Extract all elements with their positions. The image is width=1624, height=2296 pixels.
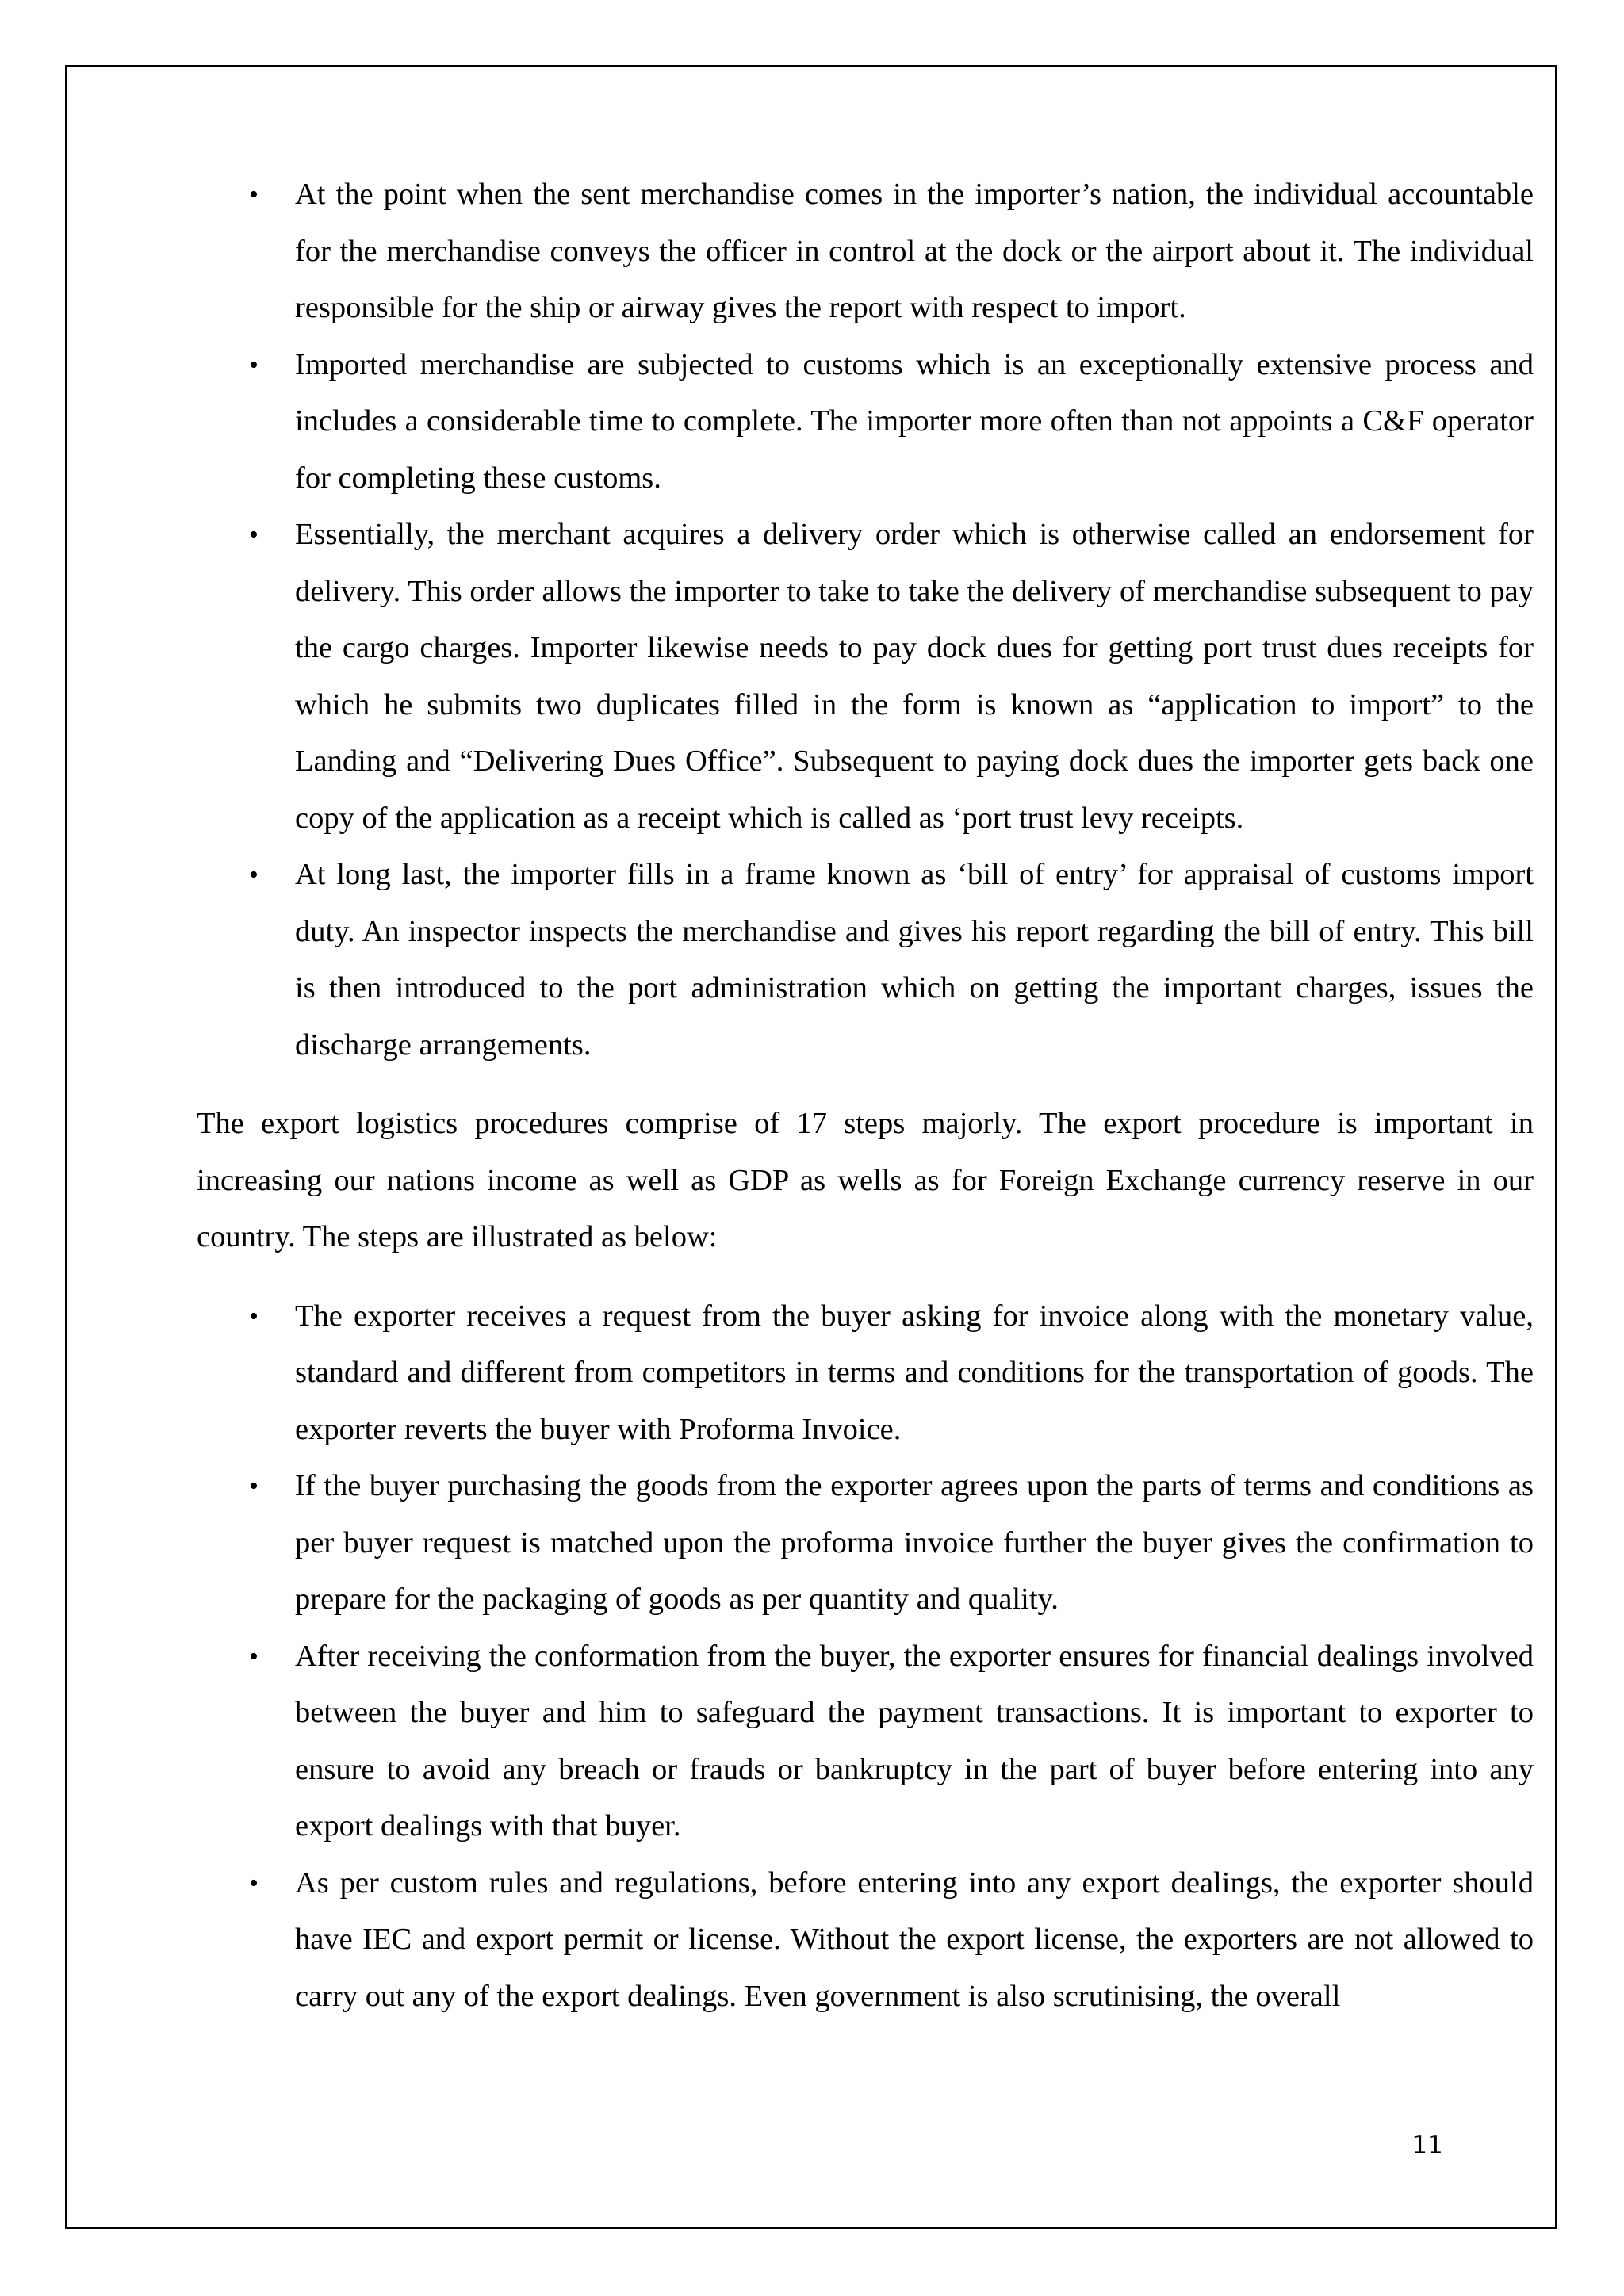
- list-item: [197, 1288, 1534, 1459]
- bullet-icon: •: [249, 520, 259, 549]
- list-item-text: At long last, the importer fills in a frame known as ‘bill of entry’ for appraisal of customs import duty. An inspector inspects the merchandise and gives his report regarding the bill of entry. This bill is then introduced to the port administration which on getting the important charges, issues the discharge arrangements.: [295, 858, 1534, 1062]
- list-item: [197, 847, 1534, 1073]
- export-steps-list: [197, 1288, 1534, 2026]
- bullet-icon: •: [249, 350, 259, 380]
- list-item: [197, 166, 1534, 337]
- bullet-icon: •: [249, 1641, 259, 1671]
- list-item: [197, 1855, 1534, 2026]
- list-item-text: If the buyer purchasing the goods from the exporter agrees upon the parts of terms and conditions as per buyer request is matched upon the proforma invoice further the buyer gives the confirmation to prepare for the packaging of goods as per quantity and quality.: [295, 1469, 1534, 1616]
- list-item-text: At the point when the sent merchandise comes in the importer’s nation, the individual accountable for the merchandise conveys the officer in control at the dock or the airport about it. The individual responsible for the ship or airway gives the report with respect to import.: [295, 178, 1534, 324]
- list-item: [197, 1458, 1534, 1628]
- list-item-text: As per custom rules and regulations, before entering into any export dealings, the exporter should have IEC and export permit or license. Without the export license, the exporters are not allowed to carry out any of the export dealings. Even government is also scrutinising, the overall: [295, 1866, 1534, 2013]
- list-item: [197, 507, 1534, 847]
- list-item-text: Essentially, the merchant acquires a delivery order which is otherwise called an endorsement for delivery. This order allows the importer to take to take the delivery of merchandise subsequent to pay the cargo charges. Importer likewise needs to pay dock dues for getting port trust dues receipts for which he submits two duplicates filled in the form is known as “application to import” to the Landing and “Delivering Dues Office”. Subsequent to paying dock dues the importer gets back one copy of the application as a receipt which is called as ‘port trust levy receipts.: [295, 518, 1534, 835]
- document-body: [197, 166, 1534, 2025]
- bullet-icon: •: [249, 1471, 259, 1501]
- list-item-text: Imported merchandise are subjected to customs which is an exceptionally extensive process and includes a considerable time to complete. The importer more often than not appoints a C&F operator for completing these customs.: [295, 347, 1534, 495]
- import-steps-list: [197, 166, 1534, 1073]
- list-item: [197, 1628, 1534, 1855]
- page-number: 11: [1411, 2131, 1443, 2160]
- bullet-icon: •: [249, 1301, 259, 1331]
- export-intro-paragraph: The export logistics procedures comprise of 17 steps majorly. The export procedure is important in increasing our nations income as well as GDP as wells as for Foreign Exchange currency reserve in our country. The steps are illustrated as below:: [197, 1107, 1534, 1253]
- list-item-text: The exporter receives a request from the buyer asking for invoice along with the monetary value, standard and different from competitors in terms and conditions for the transportation of goods. The exporter reverts the buyer with Proforma Invoice.: [295, 1299, 1534, 1446]
- list-item: [197, 337, 1534, 507]
- list-item-text: After receiving the conformation from the buyer, the exporter ensures for financial dealings involved between the buyer and him to safeguard the payment transactions. It is important to exporter to ensure to avoid any breach or frauds or bankruptcy in the part of buyer before entering into any export dealings with that buyer.: [295, 1639, 1534, 1843]
- bullet-icon: •: [249, 180, 259, 209]
- bullet-icon: •: [249, 860, 259, 890]
- bullet-icon: •: [249, 1868, 259, 1898]
